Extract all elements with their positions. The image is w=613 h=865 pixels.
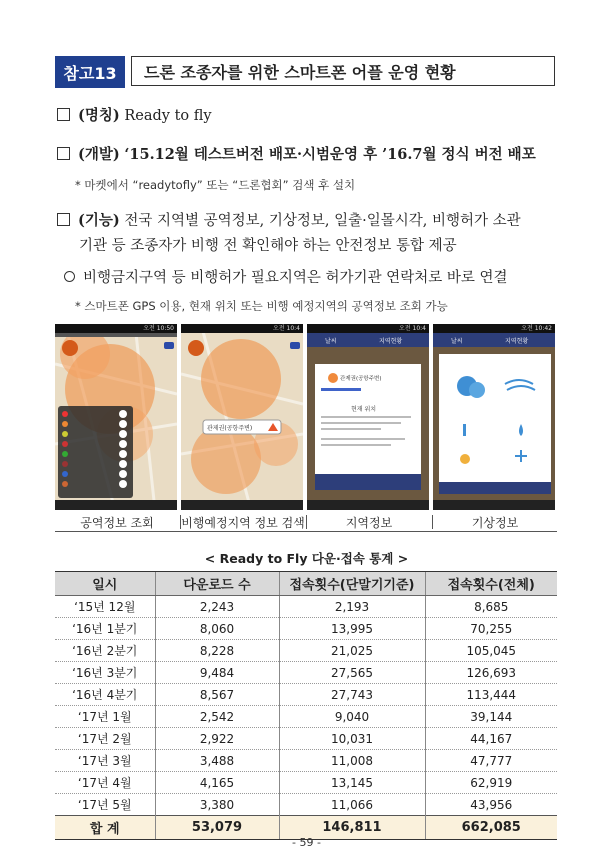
caption-region: 지역정보 <box>345 515 393 530</box>
screenshot-flight-area: 오전 10:4 관제권(공항주변) <box>181 324 303 510</box>
region-current-location: 현재 위치 <box>351 406 377 413</box>
item-name: (명칭) Ready to fly <box>57 104 212 125</box>
region-tab-status: 지역현황 <box>379 338 403 345</box>
header-date: 일시 <box>55 572 155 596</box>
section-title: 드론 조종자를 위한 스마트폰 어플 운영 현황 <box>131 56 555 86</box>
item-function-cont: 기관 등 조종자가 비행 전 확인해야 하는 안전정보 통합 제공 <box>79 238 457 254</box>
table-row: ‘17년 1월 2,542 9,040 39,144 <box>55 706 557 728</box>
caption-airspace: 공역정보 조회 <box>80 515 154 530</box>
caption-flight-area: 비행예정지역 정보 검색 <box>181 515 305 530</box>
stats-table <box>55 571 557 840</box>
sub-point: 비행금지구역 등 비행허가 필요지역은 허가기관 연락처로 바로 연결 <box>64 266 507 287</box>
airspace-map-image <box>55 324 177 510</box>
table-row: ‘15년 12월 2,243 2,193 8,685 <box>55 596 557 618</box>
table-title: < Ready to Fly 다운·접속 통계 > <box>204 551 409 566</box>
item-function: (기능) 전국 지역별 공역정보, 기상정보, 일출·일몰시각, 비행허가 소관 <box>57 209 521 230</box>
app-screenshots <box>55 324 557 510</box>
checkbox-bullet <box>57 213 70 226</box>
reference-tag: 참고13 <box>55 56 125 88</box>
screenshot-captions <box>55 513 557 532</box>
weather-tab-weather: 날씨 <box>451 338 463 345</box>
weather-tab-status: 지역현황 <box>505 338 529 345</box>
region-place-label: 관제권(공항주변) <box>340 376 382 382</box>
table-row: ‘17년 3월 3,488 11,008 47,777 <box>55 750 557 772</box>
screenshot-region-info: 오전 10:4 관제권(공항주변) 현재 위치 날씨 지역현황 <box>307 324 429 510</box>
table-row: ‘17년 5월 3,380 11,066 43,956 <box>55 794 557 816</box>
screenshot-weather: 오전 10:42 날씨 지역현황 <box>433 324 555 510</box>
header-device-access: 접속횟수(단말기기준) <box>279 572 425 596</box>
region-tab-weather: 날씨 <box>325 338 337 345</box>
header-total-access: 접속횟수(전체) <box>425 572 557 596</box>
popup-place-label: 관제권(공항주변) <box>207 425 253 432</box>
table-row: ‘16년 1분기 8,060 13,995 70,255 <box>55 618 557 640</box>
table-row: ‘16년 3분기 9,484 27,565 126,693 <box>55 662 557 684</box>
header-downloads: 다운로드 수 <box>155 572 279 596</box>
circle-bullet-icon <box>64 271 75 282</box>
development-note: * 마켓에서 “readytofly” 또는 “드론협회” 검색 후 설치 <box>75 178 356 192</box>
item-development: (개발) ‘15.12월 테스트버전 배포·시범운영 후 ’16.7월 정식 버전 배포 <box>57 143 536 164</box>
table-row: ‘17년 4월 4,165 13,145 62,919 <box>55 772 557 794</box>
table-row: ‘16년 4분기 8,567 27,743 113,444 <box>55 684 557 706</box>
caption-weather: 기상정보 <box>471 515 519 530</box>
region-info-image <box>307 324 429 510</box>
sub-note: * 스마트폰 GPS 이용, 현재 위치 또는 비행 예정지역의 공역정보 조회 가능 <box>75 299 448 313</box>
flight-area-map-image <box>181 324 303 510</box>
table-row: ‘16년 2분기 8,228 21,025 105,045 <box>55 640 557 662</box>
checkbox-bullet <box>57 147 70 160</box>
table-header-row <box>55 572 557 596</box>
screenshot-airspace: 오전 10:50 <box>55 324 177 510</box>
table-total-row: 합 계 53,079 146,811 662,085 <box>55 816 557 840</box>
page-number: - 59 - <box>292 836 321 849</box>
table-row: ‘17년 2월 2,922 10,031 44,167 <box>55 728 557 750</box>
weather-info-image <box>433 324 555 510</box>
checkbox-bullet <box>57 108 70 121</box>
